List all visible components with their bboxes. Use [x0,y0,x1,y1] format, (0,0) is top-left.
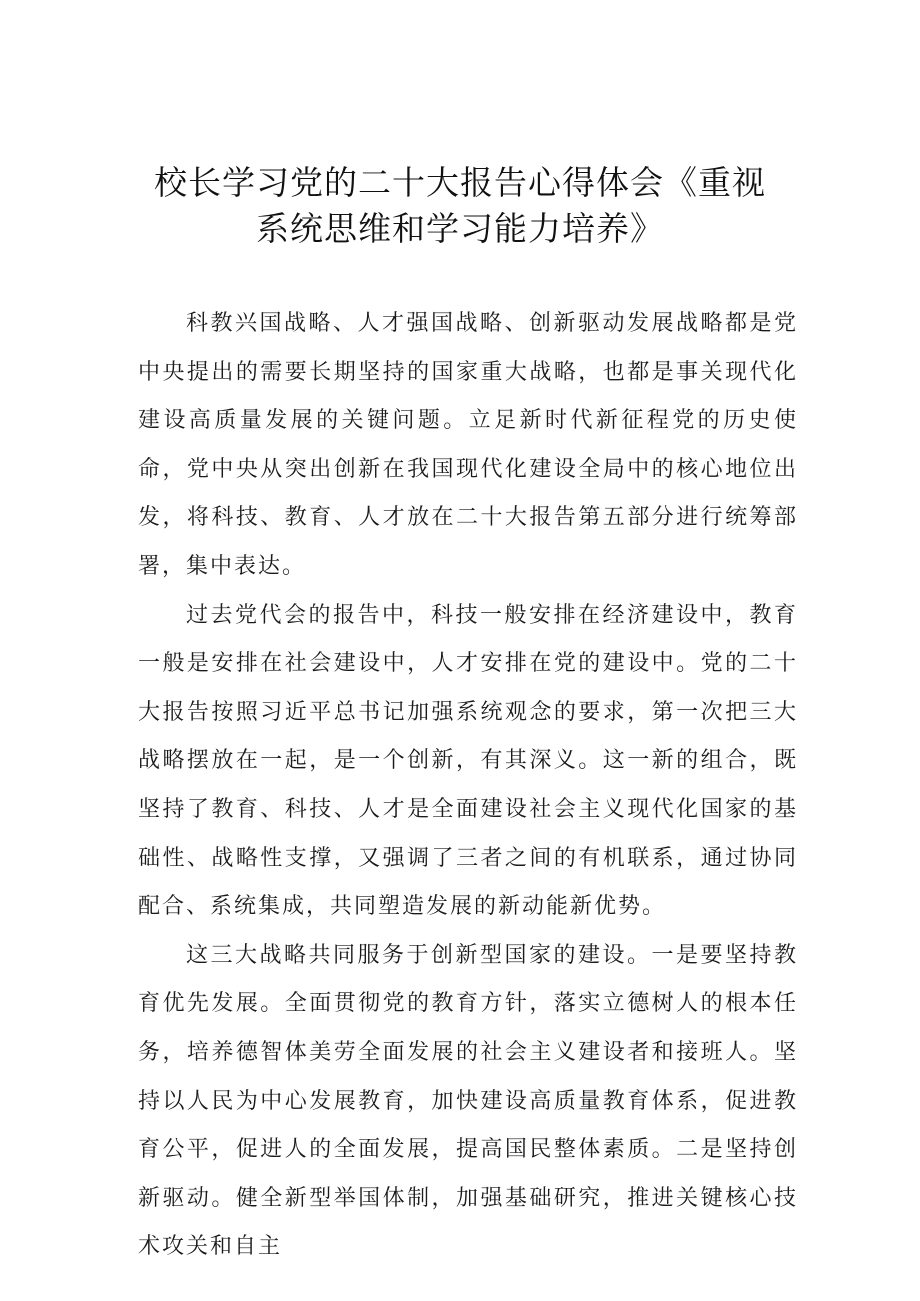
document-title [0,160,920,252]
paragraph-3: 这三大战略共同服务于创新型国家的建设。一是要坚持教育优先发展。全面贯彻党的教育方针，落实立德树人的根本任务，培养德智体美劳全面发展的社会主义建设者和接班人。坚持以人民为中心发展教育，加快建设高质量教育体系，促进教育公平，促进人的全面发展，提高国民整体素质。二是坚持创新驱动。健全新型举国体制，加强基础研究，推进关键核心技术攻关和自主 [138,942,798,1260]
paragraph-2: 过去党代会的报告中，科技一般安排在经济建设中，教育一般是安排在社会建设中，人才安排在党的建设中。党的二十大报告按照习近平总书记加强系统观念的要求，第一次把三大战略摆放在一起，是一个创新，有其深义。这一新的组合，既坚持了教育、科技、人才是全面建设社会主义现代化国家的基础性、战略性支撑，又强调了三者之间的有机联系，通过协同配合、系统集成，共同塑造发展的新动能新优势。 [138,602,798,920]
document-body [138,300,798,1272]
title-line-2: 系统思维和学习能力培养》 [256,209,664,248]
paragraph-1: 科教兴国战略、人才强国战略、创新驱动发展战略都是党中央提出的需要长期坚持的国家重大战略，也都是事关现代化建设高质量发展的关键问题。立足新时代新征程党的历史使命，党中央从突出创新在我国现代化建设全局中的核心地位出发，将科技、教育、人才放在二十大报告第五部分进行统筹部署，集中表达。 [138,311,798,579]
title-line-1: 校长学习党的二十大报告心得体会《重视 [154,163,766,202]
